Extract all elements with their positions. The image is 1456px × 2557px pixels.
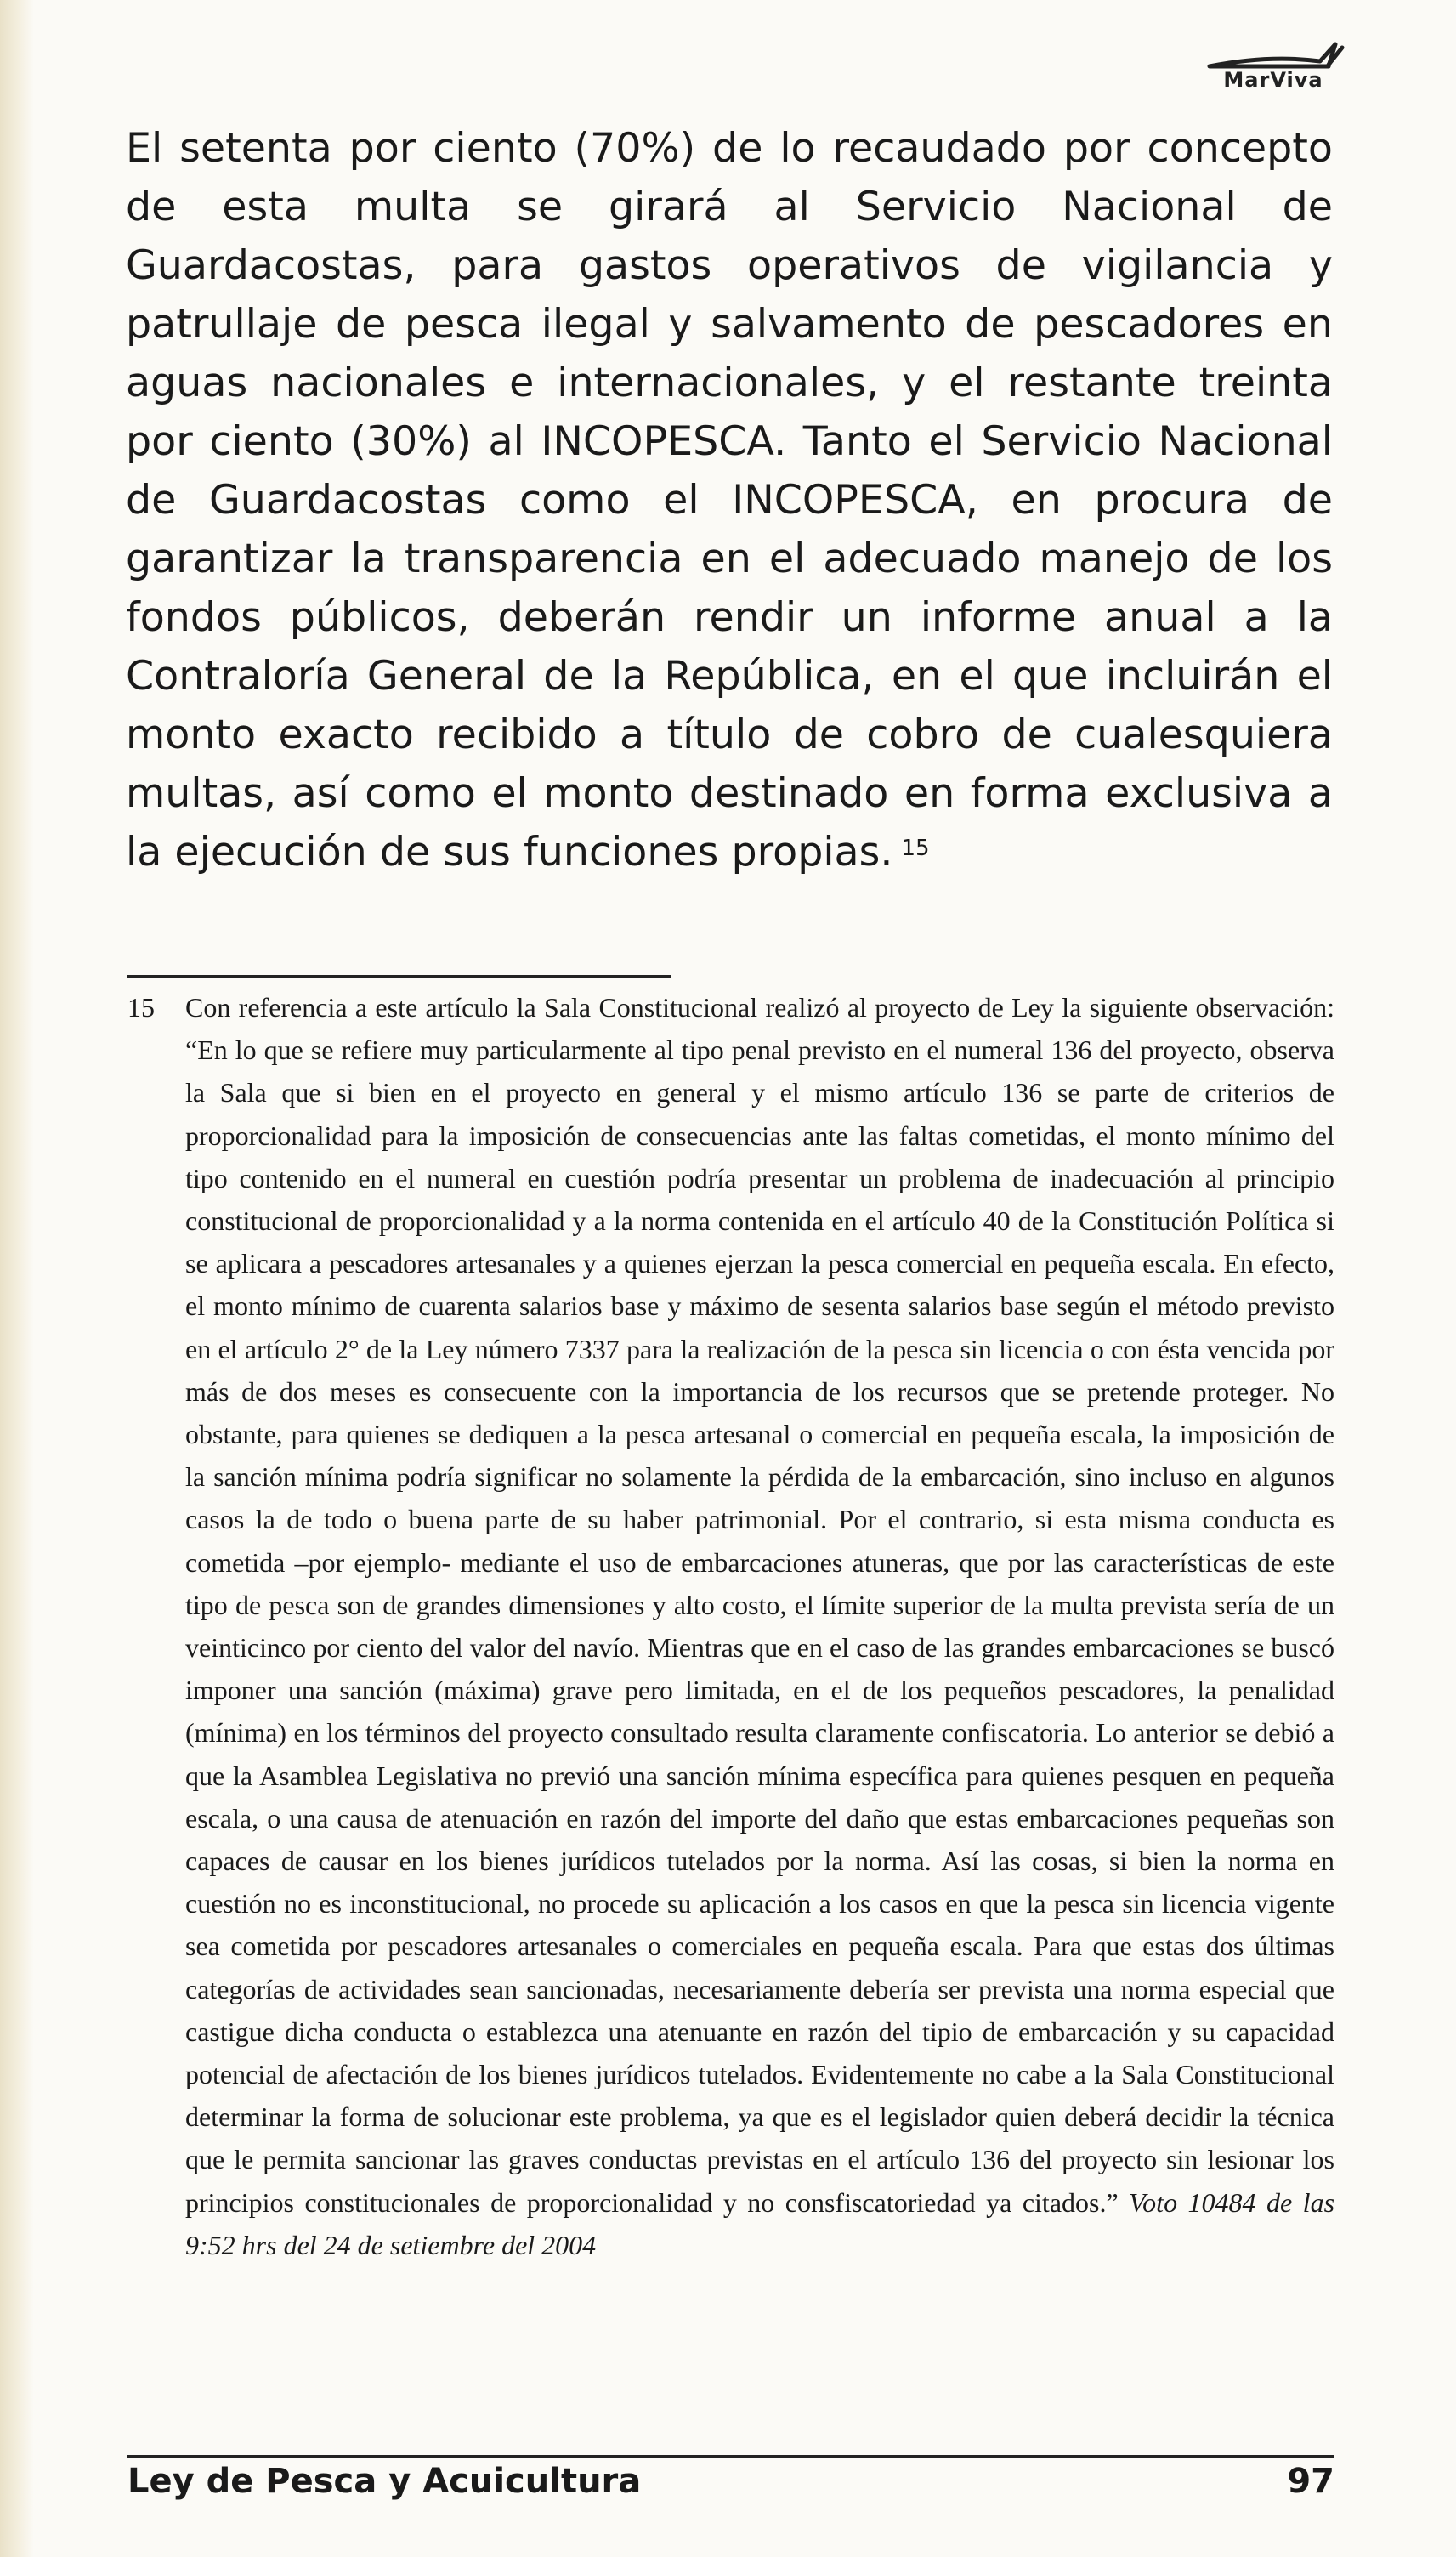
logo-text: MarViva bbox=[1223, 68, 1323, 92]
footnote-text: Con referencia a este artículo la Sala Constitucional realizó al proyecto de Ley la siguiente observación: “En lo que se refiere muy particularmente al tipo penal previsto en el numeral 136 del proyecto, observa la Sala que si bien en el proyecto en general y el mismo artículo 136 se parte de criterios de proporcionalidad para la imposición de consecuencias ante las faltas cometidas, el monto mínimo del tipo contenido en el numeral en cuestión podría presentar un problema de inadecuación al principio constitucional de proporcionalidad y a la norma contenida en el artículo 40 de la Constitución Política si se aplicara a pescadores artesanales y a quienes ejerzan la pesca comercial en pequeña escala. En efecto, el monto mínimo de cuarenta salarios base y máximo de sesenta salarios base según el método previsto en el artículo 2° de la Ley número 7337 para la realización de la pesca sin licencia o con ésta vencida por más de dos meses es consecuente con la importancia de los recursos que se pretende proteger. No obstante, para quienes se dediquen a la pesca artesanal o comercial en pequeña escala, la imposición de la sanción mínima podría significar no solamente la pérdida de la embarcación, sino incluso en algunos casos la de todo o buena parte de su haber patrimonial. Por el contrario, si esta misma conducta es cometida –por ejemplo- mediante el uso de embarcaciones atuneras, que por las características de este tipo de pesca son de grandes dimensiones y alto costo, el límite superior de la multa prevista sería de un veinticinco por ciento del valor del navío. Mientras que en el caso de las grandes embarcaciones se buscó imponer una sanción (máxima) grave pero limitada, en el de los pequeños pescadores, la penalidad (mínima) en los términos del proyecto consultado resulta claramente confiscatoria. Lo anterior se debió a que la Asamblea Legislativa no previó una sanción mínima específica para quienes pesquen en pequeña escala, o una causa de atenuación en razón del importe del daño que estas embarcaciones pequeñas son capaces de causar en los bienes jurídicos tutelados por la norma. Así las cosas, si bien la norma en cuestión no es inconstitucional, no procede su aplicación a los casos en que la pesca sin licencia vigente sea cometida por pescadores artesanales o comerciales en pequeña escala. Para que estas dos últimas categorías de actividades sean sancionadas, necesariamente debería ser prevista una norma especial que castigue dicha conducta o establezca una atenuante en razón del tipio de embarcación y su capacidad potencial de afectación de los bienes jurídicos tutelados. Evidentemente no cabe a la Sala Constitucional determinar la forma de solucionar este problema, ya que es el legislador quien deberá decidir la técnica que le permita sancionar las graves conductas previstas en el artículo 136 del proyecto sin lesionar los principios constitucionales de proporcionalidad y no consfiscatoriedad ya citados.” bbox=[185, 992, 1334, 2218]
footer-rule bbox=[127, 2455, 1334, 2458]
footnote-separator bbox=[127, 975, 671, 978]
footnote-number: 15 bbox=[127, 992, 155, 1023]
footer-title: Ley de Pesca y Acuicultura bbox=[127, 2462, 642, 2501]
marviva-logo bbox=[1193, 32, 1354, 92]
footnote bbox=[127, 986, 1334, 2266]
footnote-citation: Voto 10484 de las 9:52 hrs del 24 de setiembre del 2004 bbox=[185, 2186, 1335, 2260]
main-paragraph-text: El setenta por ciento (70%) de lo recaudado por concepto de esta multa se girará al Servicio Nacional de Guardacostas, para gastos operativos de vigilancia y patrullaje de pesca ilegal y salvamento de pescadores en aguas nacionales e internacionales, y el restante treinta por ciento (30%) al INCOPESCA. Tanto el Servicio Nacional de Guardacostas como el INCOPESCA, en procura de garantizar la transparencia en el adecuado manejo de los fondos públicos, deberán rendir un informe anual a la Contraloría General de la República, en el que incluirán el monto exacto recibido a título de cobro de cualesquiera multas, así como el monto destinado en forma exclusiva a la ejecución de sus funciones propias. bbox=[126, 125, 1333, 876]
main-paragraph bbox=[126, 119, 1333, 882]
footnote-body bbox=[185, 986, 1334, 2266]
footnote-reference[interactable]: 15 bbox=[901, 836, 930, 861]
page-number: 97 bbox=[1287, 2462, 1334, 2501]
